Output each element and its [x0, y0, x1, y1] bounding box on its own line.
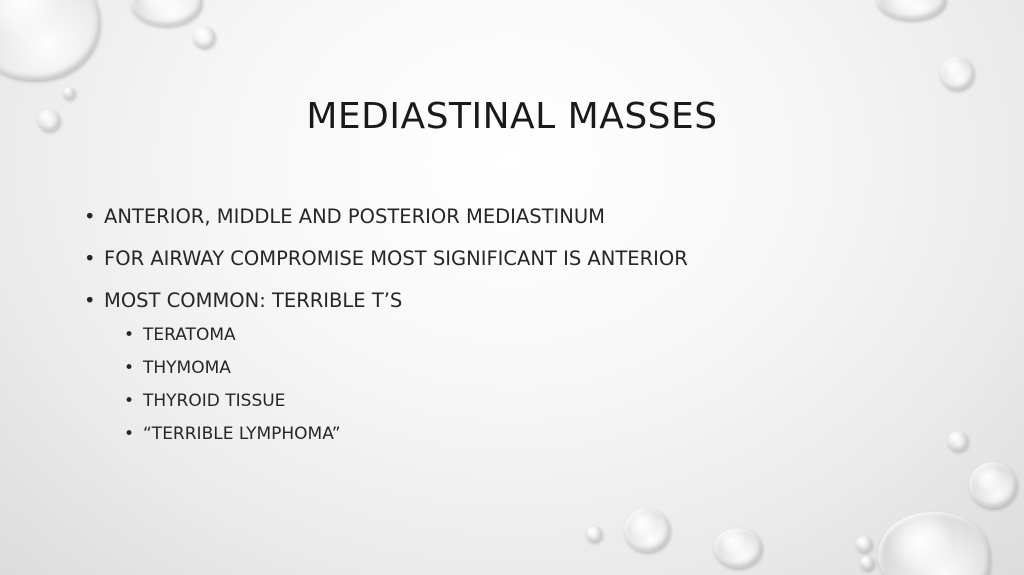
slide-title: MEDIASTINAL MASSES — [306, 96, 718, 137]
water-droplet-decoration — [130, 0, 202, 26]
bullet-item — [84, 287, 884, 446]
water-droplet-decoration — [714, 528, 762, 568]
sub-bullet-text: “TERRIBLE LYMPHOMA” — [143, 424, 341, 444]
bullet-item — [84, 203, 884, 231]
sub-bullet-item — [122, 356, 884, 380]
water-droplet-decoration — [586, 526, 602, 542]
water-droplet-decoration — [948, 431, 968, 451]
water-droplet-decoration — [856, 536, 872, 552]
sub-bullet-item — [122, 323, 884, 347]
water-droplet-decoration — [193, 26, 215, 48]
sub-bullet-text: THYMOMA — [143, 358, 231, 378]
sub-bullet-item — [122, 389, 884, 413]
bullet-list — [84, 203, 884, 460]
bullet-text: MOST COMMON: TERRIBLE T’S — [104, 289, 403, 312]
bullet-text: ANTERIOR, MIDDLE AND POSTERIOR MEDIASTINUM — [104, 205, 605, 228]
water-droplet-decoration — [860, 556, 874, 570]
water-droplet-decoration — [878, 512, 990, 575]
sub-bullet-list — [122, 323, 884, 446]
water-droplet-decoration — [969, 462, 1017, 508]
sub-bullet-item — [122, 422, 884, 446]
bullet-item — [84, 245, 884, 273]
sub-bullet-text: TERATOMA — [143, 325, 236, 345]
water-droplet-decoration — [940, 56, 974, 90]
bullet-text: FOR AIRWAY COMPROMISE MOST SIGNIFICANT IS ANTERIOR — [104, 247, 688, 270]
water-droplet-decoration — [0, 0, 100, 80]
water-droplet-decoration — [876, 0, 946, 20]
water-droplet-decoration — [624, 508, 670, 552]
sub-bullet-text: THYROID TISSUE — [143, 391, 286, 411]
